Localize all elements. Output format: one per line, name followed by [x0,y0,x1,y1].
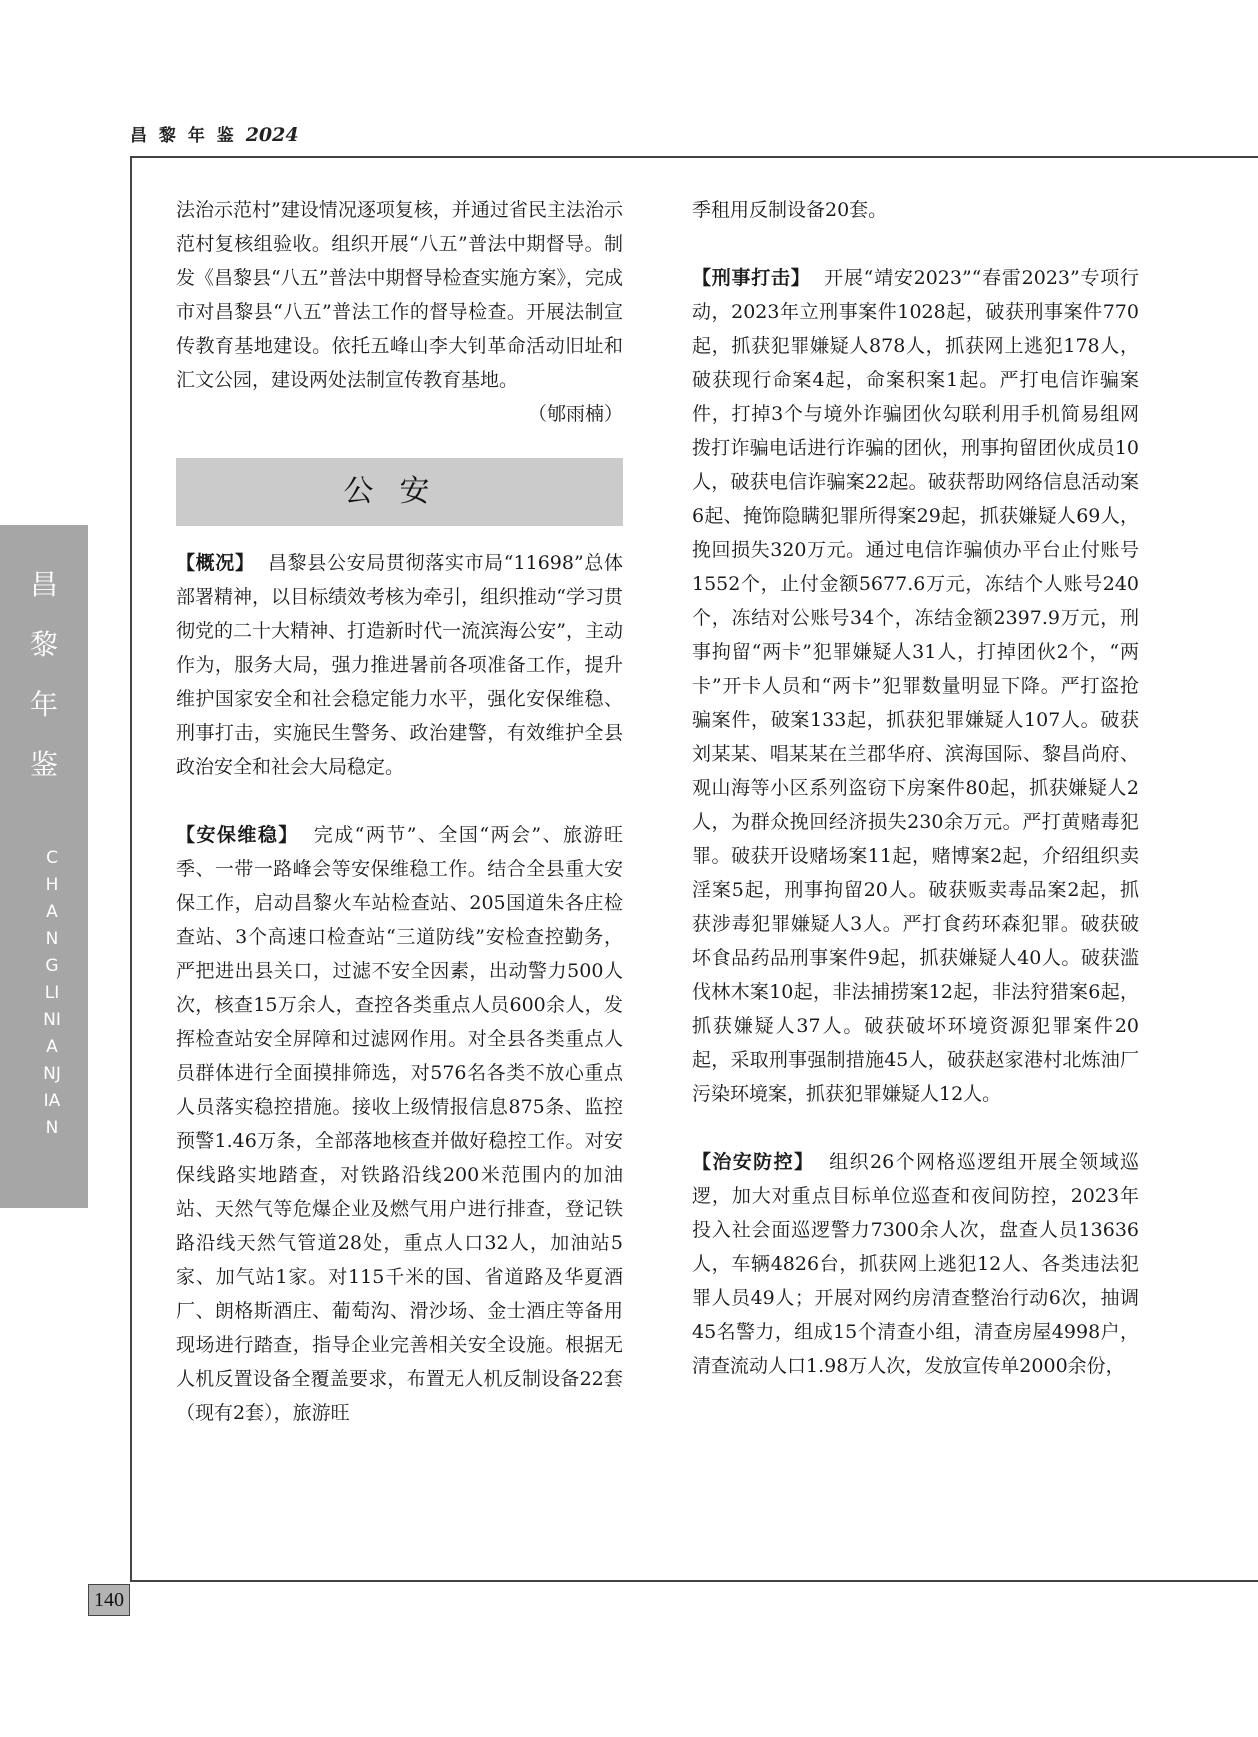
public-order-heading: 【治安防控】 [692,1151,815,1173]
security-text: 完成“两节”、全国“两会”、旅游旺季、一带一路峰会等安保维稳工作。结合全县重大安保工作，启动昌黎火车站检查站、205国道朱各庄检查站、3个高速口检查站“三道防线”安检查控勤务，严把进出县关口，过滤不安全因素，出动警力500人次，核查15万余人，查控各类重点人员600余人，发挥检查站安全屏障和过滤网作用。对全县各类重点人员群体进行全面摸排筛选，对576名各类不放心重点人员落实稳控措施。接收上级情报信息875条、监控预警1.46万条，全部落地核查并做好稳控工作。对安保线路实地踏查，对铁路沿线200米范围内的加油站、天然气等危爆企业及燃气用户进行排查，登记铁路沿线天然气管道28处，重点人口32人，加油站5家、加气站1家。对115千米的国、省道路及华夏酒厂、朗格斯酒庄、葡萄沟、滑沙场、金士酒庄等备用现场进行踏查，指导企业完善相关安全设施。根据无人机反置设备全覆盖要求，布置无人机反制设备22套（现有2套），旅游旺 [176,824,623,1424]
frame-top-rule [130,156,1258,158]
author-signature: （郇雨楠） [527,403,623,425]
security-paragraph [176,818,623,1430]
criminal-text: 开展“靖安2023”“春雷2023”专项行动，2023年立刑事案件1028起，破获刑事案件770起，抓获犯罪嫌疑人878人，抓获网上逃犯178人，破获现行命案4起，命案积案1起。严打电信诈骗案件，打掉3个与境外诈骗团伙勾联利用手机简易组网拨打诈骗电话进行诈骗的团伙，刑事拘留团伙成员10人，破获电信诈骗案22起。破获帮助网络信息活动案6起、掩饰隐瞒犯罪所得案29起，抓获嫌疑人69人，挽回损失320万元。通过电信诈骗侦办平台止付账号1552个，止付金额5677.6万元，冻结个人账号240个，冻结对公账号34个，冻结金额2397.9万元，刑事拘留“两卡”犯罪嫌疑人31人，打掉团伙2个，“两卡”开卡人员和“两卡”犯罪数量明显下降。严打盗抢骗案件，破案133起，抓获犯罪嫌疑人107人。破获刘某某、唱某某在兰郡华府、滨海国际、黎昌尚府、观山海等小区系列盗窃下房案件80起，抓获嫌疑人2人，为群众挽回经济损失230余万元。严打黄赌毒犯罪。破获开设赌场案11起，赌博案2起，介绍组织卖淫案5起，刑事拘留20人。破获贩卖毒品案2起，抓获涉毒犯罪嫌疑人3人。严打食药环森犯罪。破获破坏食品药品刑事案件9起，抓获嫌疑人40人。破获滥伐林木案10起，非法捕捞案12起，非法狩猎案6起，抓获嫌疑人37人。破获破坏环境资源犯罪案件20起，采取刑事强制措施45人，破获赵家港村北炼油厂污染环境案，抓获犯罪嫌疑人12人。 [692,267,1139,1105]
book-title: 昌 黎 年 鉴 [130,126,237,146]
running-head [130,121,299,146]
frame-bottom-rule [130,1580,1258,1582]
continuation-paragraph: 季租用反制设备20套。 [692,199,888,221]
side-tab-char: 黎 [29,628,58,661]
overview-heading: 【概况】 [176,552,255,574]
criminal-heading: 【刑事打击】 [692,267,811,289]
overview-paragraph [176,546,623,784]
left-column [176,193,623,1430]
page-number: 140 [88,1584,130,1616]
frame-left-rule [130,156,132,1581]
public-order-paragraph [692,1145,1139,1383]
side-tab-char: 鉴 [29,748,58,781]
criminal-paragraph [692,261,1139,1111]
side-tab-english: CHANGLINIANJIAN [43,848,61,1138]
intro-paragraph: 法治示范村”建设情况逐项复核，并通过省民主法治示范村复核组验收。组织开展“八五”普法中期督导。制发《昌黎县“八五”普法中期督导检查实施方案》，完成市对昌黎县“八五”普法工作的督导检查。开展法制宣传教育基地建设。依托五峰山李大钊革命活动旧址和汇文公园，建设两处法制宣传教育基地。 [176,199,623,391]
right-column [692,193,1139,1383]
security-heading: 【安保维稳】 [176,824,299,846]
section-title: 公安 [176,458,623,526]
side-tab-char: 年 [29,688,58,721]
overview-text: 昌黎县公安局贯彻落实市局“11698”总体部署精神，以目标绩效考核为牵引，组织推动“学习贯彻党的二十大精神、打造新时代一流滨海公安”，主动作为，服务大局，强力推进暑前各项准备工作，提升维护国家安全和社会稳定能力水平，强化安保维稳、刑事打击，实施民生警务、政治建警，有效维护全县政治安全和社会大局稳定。 [176,552,623,778]
book-year: 2024 [245,124,299,146]
side-tab-char: 昌 [29,568,58,601]
public-order-text: 组织26个网格巡逻组开展全领域巡逻，加大对重点目标单位巡查和夜间防控，2023年投入社会面巡逻警力7300余人次，盘查人员13636人，车辆4826台，抓获网上逃犯12人、各类违法犯罪人员49人；开展对网约房清查整治行动6次，抽调45名警力，组成15个清查小组，清查房屋4998户，清查流动人口1.98万人次，发放宣传单2000余份， [692,1151,1139,1377]
